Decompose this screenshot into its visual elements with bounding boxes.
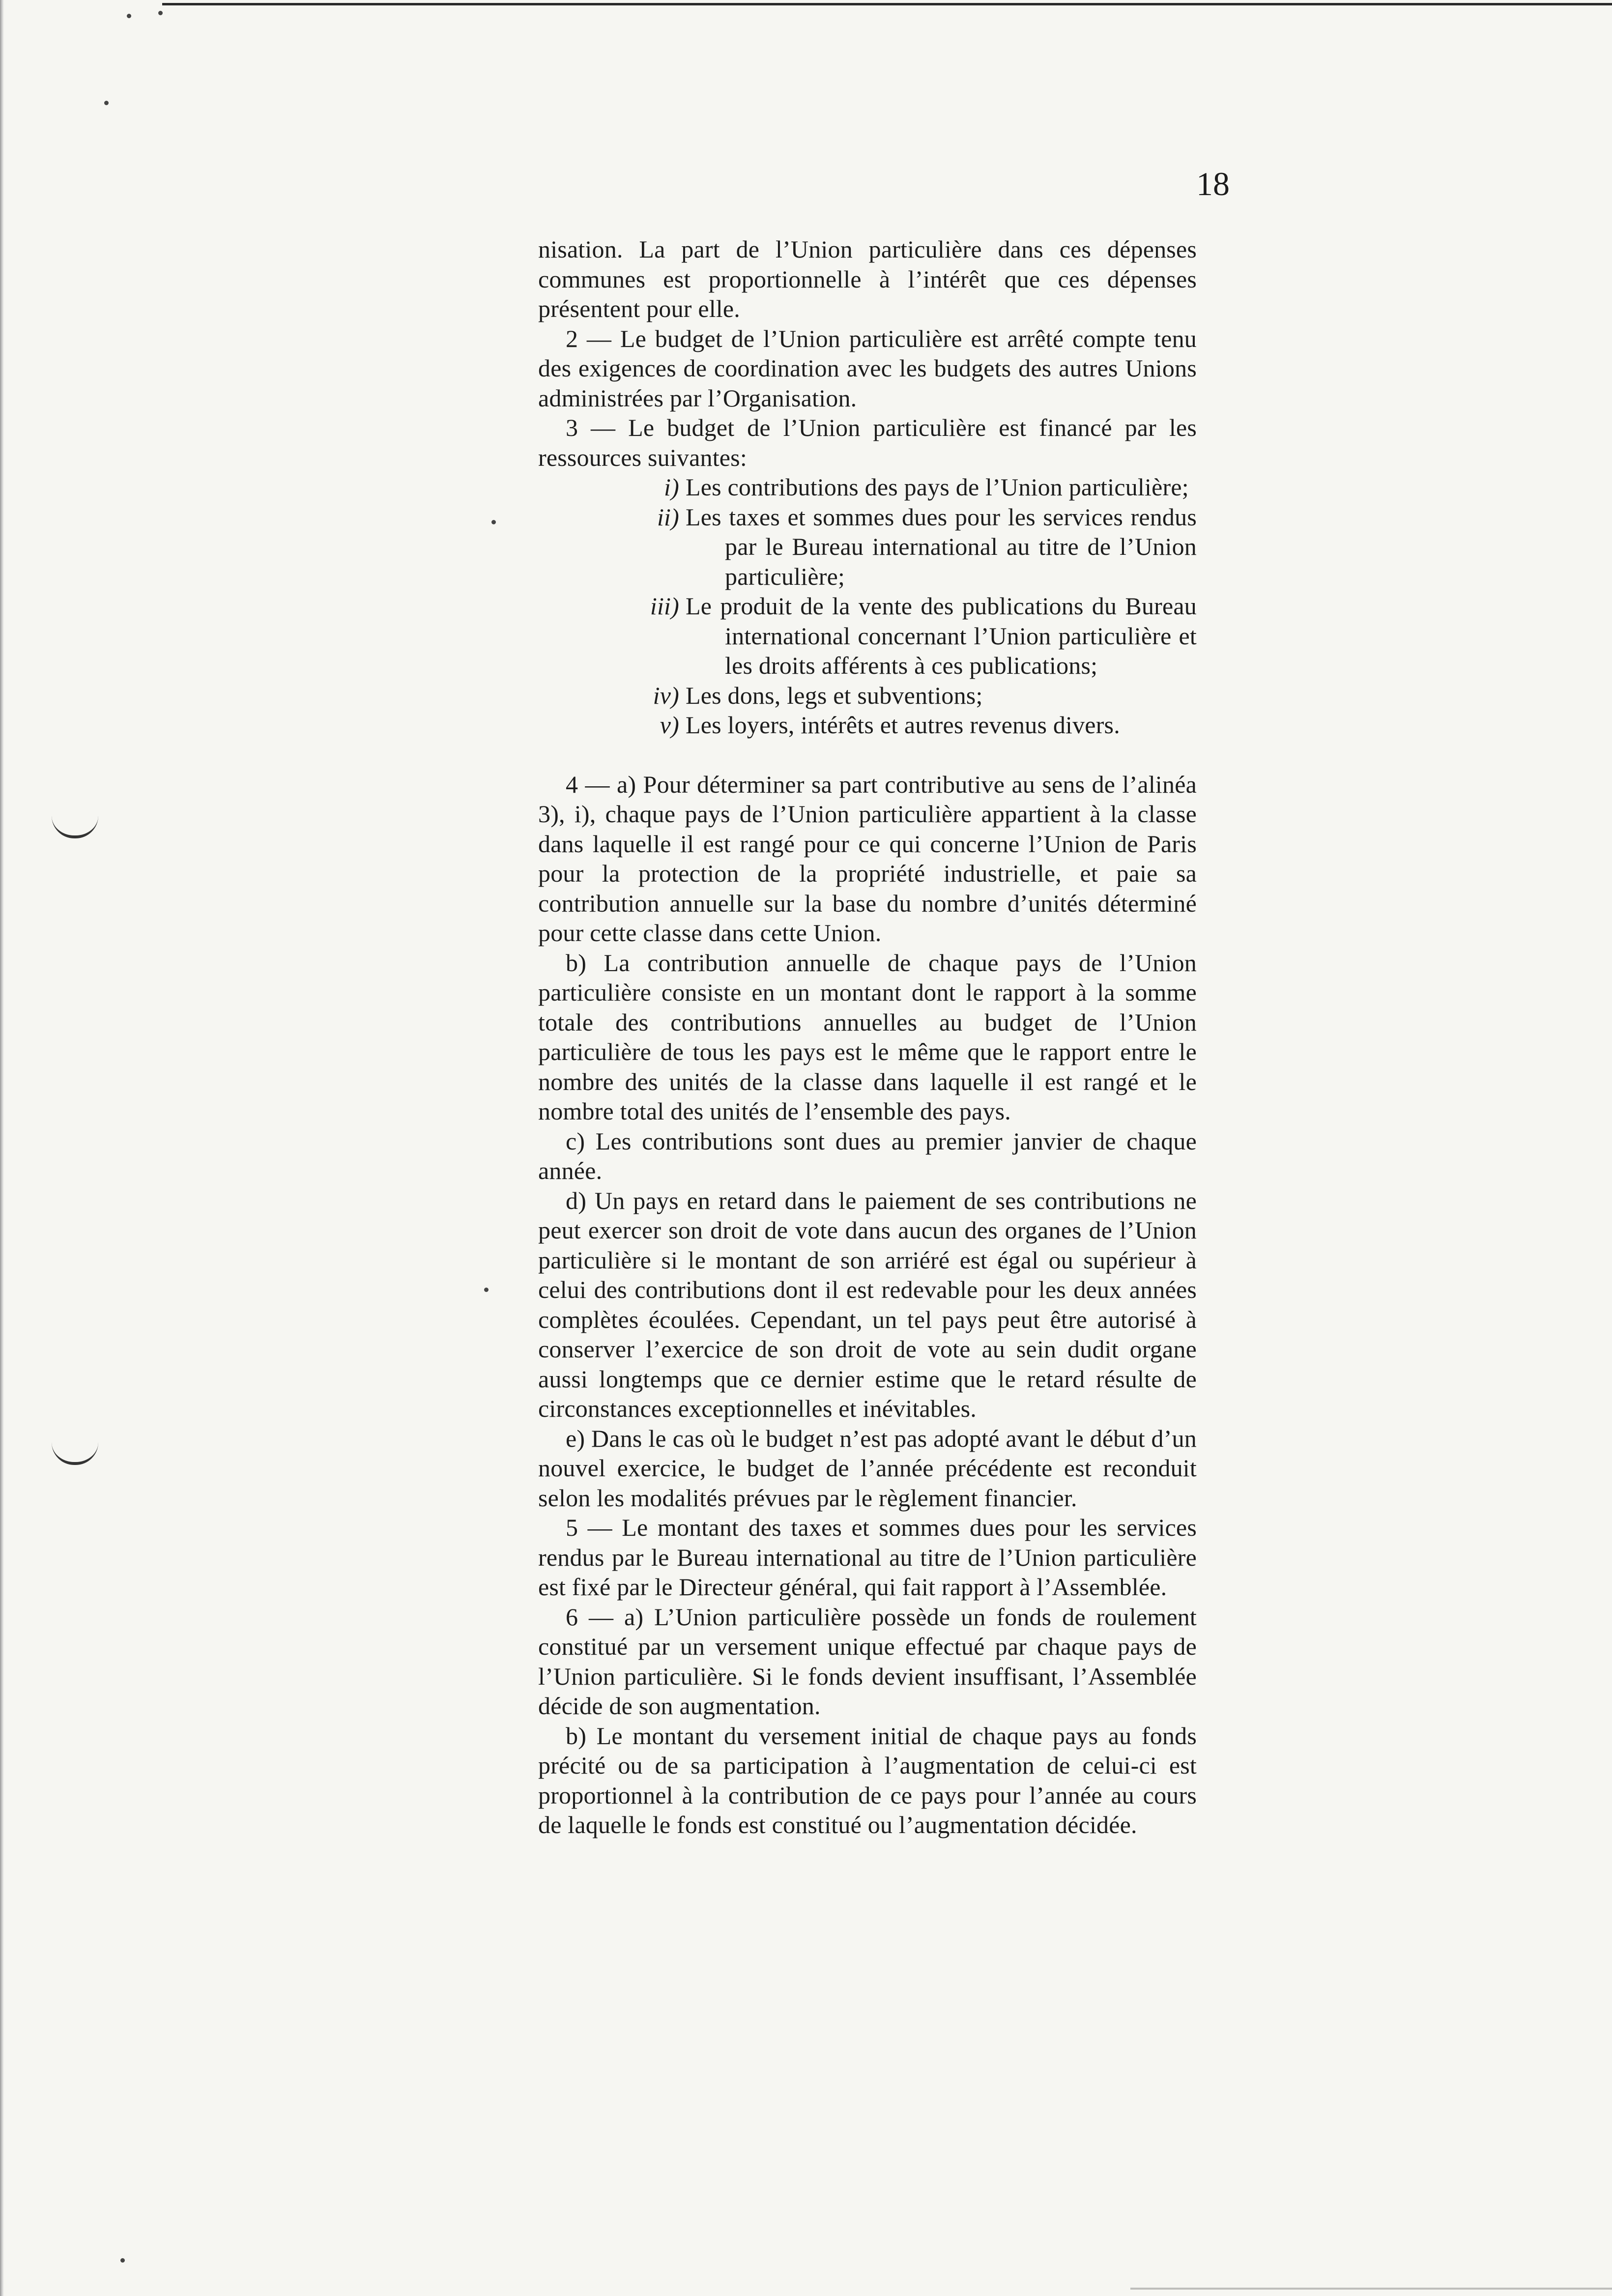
list-item-text: Les taxes et sommes dues pour les services rendus par le Bureau international au titre de l’Union particulière;: [686, 503, 1197, 590]
list-item-text: Les loyers, intérêts et autres revenus divers.: [686, 711, 1120, 739]
speck: [104, 101, 109, 105]
list-item-text: Les dons, legs et subventions;: [686, 681, 983, 709]
paragraph: e) Dans le cas où le budget n’est pas adopté avant le début d’un nouvel exercice, le budget de l’année précédente est reconduit selon les modalités prévues par le règlement financier.: [538, 1424, 1197, 1512]
resource-list: [538, 472, 1197, 740]
paragraph: nisation. La part de l’Union particulière dans ces dépenses communes est proportionnelle à l’intérêt que ces dépenses présentent pour elle.: [538, 235, 1197, 322]
paragraph: b) Le montant du versement initial de chaque pays au fonds précité ou de sa participation à l’augmentation de celui-ci est proportionnel à la contribution de ce pays pour l’année au cours de laquelle le fonds est constitué ou l’augmentation décidée.: [538, 1722, 1197, 1838]
list-item: [538, 591, 1197, 681]
speck: [120, 2258, 125, 2263]
list-item: [538, 710, 1197, 740]
paragraph: 6 — a) L’Union particulière possède un fonds de roulement constitué par un versement unique effectué par chaque pays de l’Union particulière. Si le fonds devient insuffisant, l’Assemblée décide de son augmentation.: [538, 1603, 1197, 1720]
list-item: [538, 681, 1197, 711]
paragraph: 5 — Le montant des taxes et sommes dues pour les services rendus par le Bureau international au titre de l’Union particulière est fixé par le Directeur général, qui fait rapport à l’Assemblée.: [538, 1514, 1197, 1601]
list-item-text: Le produit de la vente des publications du Bureau international concernant l’Union particulière et les droits afférents à ces publications;: [686, 592, 1197, 679]
bottom-rule: [1130, 2288, 1612, 2290]
list-marker: iv): [653, 681, 679, 709]
punch-hole-mark: [52, 816, 98, 838]
paragraph: 3 — Le budget de l’Union particulière est financé par les ressources suivantes:: [538, 414, 1197, 471]
list-item: [538, 502, 1197, 592]
speck: [484, 1288, 489, 1292]
paragraph: c) Les contributions sont dues au premier janvier de chaque année.: [538, 1127, 1197, 1184]
list-marker: ii): [657, 503, 679, 531]
paragraph: 2 — Le budget de l’Union particulière est arrêté compte tenu des exigences de coordination avec les budgets des autres Unions administrées par l’Organisation.: [538, 324, 1197, 412]
list-item: [538, 472, 1197, 502]
speck: [158, 11, 163, 15]
paragraph: 4 — a) Pour déterminer sa part contributive au sens de l’alinéa 3), i), chaque pays de l’Union particulière appartient à la classe dans laquelle il est rangé pour ce qui concerne l’Union de Paris pour la protection de la propriété industrielle, et paie sa contribution annuelle sur la base du nombre d’unités déterminé pour cette classe dans cette Union.: [538, 770, 1197, 947]
paragraph: d) Un pays en retard dans le paiement de ses contributions ne peut exercer son droit de vote dans aucun des organes de l’Union particulière si le montant de son arriéré est égal ou supérieur à celui des contributions dont il est redevable pour les deux années complètes écoulées. Cependant, un tel pays peut être autorisé à conserver l’exercice de son droit de vote au sein dudit organe aussi longtemps que ce dernier estime que le retard résulte de circonstances exceptionnelles et inévitables.: [538, 1186, 1197, 1422]
binding-shadow: [0, 0, 4, 2296]
list-marker: iii): [650, 592, 679, 620]
list-marker: v): [660, 711, 679, 739]
top-rule: [162, 3, 1612, 5]
punch-hole-mark: [52, 1442, 98, 1465]
document-body: [538, 234, 1197, 1840]
speck: [491, 520, 496, 524]
speck: [127, 14, 131, 18]
page-number: 18: [1196, 165, 1230, 202]
list-item-text: Les contributions des pays de l’Union particulière;: [686, 473, 1189, 501]
list-marker: i): [664, 473, 679, 501]
paragraph: b) La contribution annuelle de chaque pays de l’Union particulière consiste en un montant dont le rapport à la somme totale des contributions annuelles au budget de l’Union particulière de tous les pays est le même que le rapport entre le nombre des unités de la classe dans laquelle il est rangé et le nombre total des unités de l’ensemble des pays.: [538, 948, 1197, 1125]
